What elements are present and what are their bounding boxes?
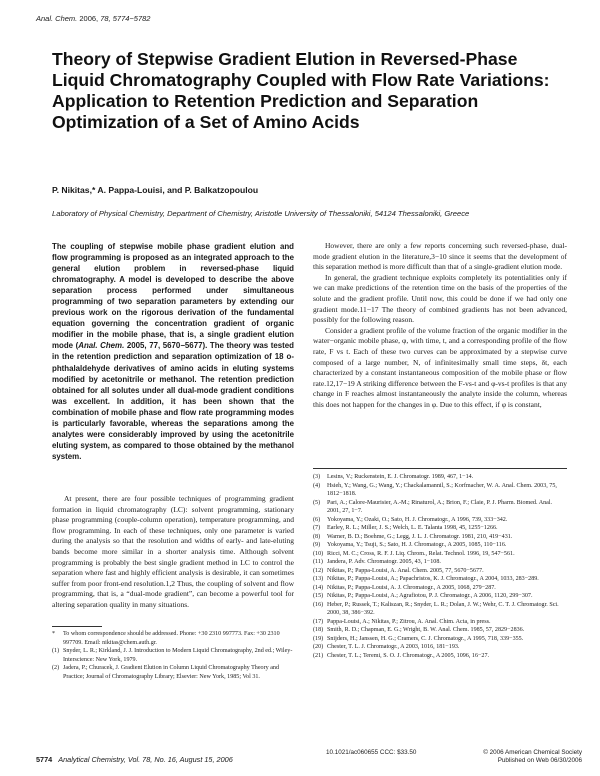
reference-number: (17): [313, 618, 324, 625]
footnote-divider: [52, 626, 102, 627]
footnote: [52, 630, 294, 647]
reference-text: Pari, A.; Calore-Maurisier, A.-M.; Rinaturol, A.; Brion, F.; Claie, P. J. Pharm. Biomed. Anal. 2001, 27, 1−7.: [327, 499, 553, 514]
reference-number: (15): [313, 593, 324, 599]
reference-number: (5): [313, 499, 321, 506]
reference-number: (4): [313, 482, 321, 489]
authors: P. Nikitas,* A. Pappa-Louisi, and P. Balkatzopoulou: [52, 185, 259, 195]
page-footer-left: [36, 755, 233, 764]
reference: [313, 516, 567, 525]
reference-text: Warner, B. D.; Boehme, G.; Legg, J. L. J. Chromatogr. 1981, 210, 419−431.: [327, 533, 513, 540]
reference-number: (11): [313, 559, 323, 565]
reference-text: Heber, P.; Russek, T.; Kaliszan, R.; Snyder, L. R.; Dolan, J. W.; Wehr, C. T. J. Chromatogr. Sci. 2000, 38, 386−392.: [327, 601, 559, 616]
reference-number: (6): [313, 516, 321, 523]
reference: [313, 635, 567, 644]
reference-number: (19): [313, 635, 324, 642]
reference-text: Ricci, M. C.; Cross, R. F. J. Liq. Chrom., Relat. Technol. 1996, 19, 547−561.: [327, 550, 515, 557]
reference: [313, 482, 567, 499]
right-paragraph-1: However, there are only a few reports concerning such reversed-phase, dual-mode gradient elution in the literature,3−10 since it seems that the development of this separation method is more difficult than that of a single-gradient elution mode.: [313, 241, 567, 272]
reference: [313, 473, 567, 482]
reference-number: (10): [313, 550, 324, 557]
footnote: [52, 647, 294, 664]
reference-number: (20): [313, 644, 324, 650]
reference: [313, 618, 567, 627]
reference: [313, 524, 567, 533]
abstract-cite-journal: Anal. Chem.: [78, 341, 125, 351]
right-paragraph-2: In general, the gradient technique exploits completely its potentialities only if we can make predictions of the retention time on the basis of the properties of the solute and the gradient profile. Until now, this could be done if we had only one gradient mode.11−17 The theory of combined gradients has not been advanced, possibly for the following reason.: [313, 272, 567, 325]
reference-text: Hsieh, Y.; Wang, G.; Wang, Y.; Chackalamannil, S.; Korfmacher, W. A. Anal. Chem. 2003, 75, 1812−1818.: [327, 482, 557, 497]
reference-text: Jandera, P. Adv. Chromatogr. 2005, 43, 1−108.: [327, 559, 441, 565]
footnote-number: (1): [52, 648, 60, 655]
reference-text: Snijders, H.; Janssen, H. G.; Cramers, C. J. Chromatogr., A 1995, 718, 339−355.: [327, 635, 524, 642]
reference-text: Earley, R. L.; Miller, J. S.; Welch, L. E. Talanta 1998, 45, 1255−1266.: [327, 525, 498, 531]
reference-number: (7): [313, 525, 321, 531]
footnote-text: Snyder, L. R.; Kirkland, J. J. Introduction to Modern Liquid Chromatography, 2nd ed.; Wiley-Interscience: New York, 1979.: [63, 648, 293, 663]
reference: [313, 592, 567, 601]
reference-number: (16): [313, 601, 324, 608]
reference: [313, 584, 567, 593]
footnote-number: *: [52, 631, 56, 637]
reference: [313, 499, 567, 516]
reference-text: Nikitas, P.; Pappa-Louisi, A.; Agrafiotou, P. J. Chromatogr., A 2006, 1120, 299−307.: [327, 593, 533, 599]
footer-journal: Analytical Chemistry, Vol. 78, No. 16, August 15, 2006: [58, 755, 233, 764]
reference-text: Yokoyama, Y.; Tsuji, S.; Sato, H. J. Chromatogr., A 2005, 1085, 110−116.: [327, 542, 507, 548]
intro-paragraph: At present, there are four possible techniques of programming gradient formation in liquid chromatography (LC): solvent programming, stationary phase programming (couple-column operation), temperature programming, and flow programming. In each of these techniques, only one parameter is varied during the analysis so that the resolution and widths of early- and late-eluting bands become more similar in a shorter analysis time. Although solvent programming is probably the best single gradient method in LC to control the separation where fast and highly efficient analysis is desirable, it can sometimes suffer from poor front-end resolution.1,2 Thus, the coupling of solvent and flow programming, that is, a “dual-mode gradient”, can become a powerful tool for altering separation quality in many situations.: [52, 494, 294, 609]
references-divider: [313, 468, 567, 469]
reference: [313, 652, 567, 661]
abstract: [52, 241, 294, 462]
reference: [313, 533, 567, 542]
footer-doi: 10.1021/ac060655 CCC: $33.50: [326, 749, 417, 756]
reference: [313, 550, 567, 559]
journal-reference: [36, 14, 150, 23]
footer-copyright: © 2006 American Chemical Society: [483, 749, 582, 756]
reference-text: Smith, R. D.; Chapman, E. G.; Wright, B. W. Anal. Chem. 1985, 57, 2829−2836.: [327, 627, 525, 633]
reference-text: Pappa-Louisi, A.; Nikitas, P.; Zitrou, A. Anal. Chim. Acta, in press.: [327, 618, 491, 625]
reference: [313, 575, 567, 584]
footer-published: Published on Web 06/30/2006: [497, 757, 582, 764]
abstract-text-2: ). The theory was tested in the retention prediction and separation optimization of 18 o-phthalaldehyde derivatives of amino acids in eluting systems modified by acetonitrile or methanol. The retention prediction obtained for all solutes under all dual-mode gradient conditions was excellent. In addition, it has been shown that the combination of mobile phase and flow rate programming modes is particularly favorable, whereas the separations among the analytes were considerably improved by using the acetonitrile eluting system, as compared to those obtained by the methanol system.: [52, 341, 294, 461]
references-right: [313, 473, 567, 660]
reference: [313, 601, 567, 618]
reference-text: Nikitas, P.; Pappa-Louisi, A. J. Chromatogr., A 2005, 1068, 279−287.: [327, 584, 496, 591]
reference-text: Lesins, V.; Ruckenstein, E. J. Chromatogr. 1989, 467, 1−14.: [327, 474, 474, 480]
reference-number: (3): [313, 474, 321, 480]
introduction-left-column: [52, 494, 294, 611]
reference-text: Chester, T. L. J. Chromatogr., A 2003, 1016, 181−193.: [327, 644, 460, 650]
reference: [313, 626, 567, 635]
reference-text: Nikitas, P.; Pappa-Louisi, A. Anal. Chem. 2005, 77, 5670−5677.: [327, 567, 484, 574]
footnote: [52, 664, 294, 681]
footnote-text: To whom correspondence should be addressed. Phone: +30 2310 997773. Fax: +30 2310 997709. Email: nikitas@chem.auth.gr.: [63, 631, 280, 646]
right-column-text: [313, 241, 567, 411]
reference: [313, 558, 567, 567]
footnote-text: Jadera, P.; Churacek, J. Gradient Elution in Column Liquid Chromatography Theory and Practice; Journal of Chromatography Library; Elsevier: New York, 1985; Vol 31.: [63, 665, 280, 680]
reference-number: (9): [313, 542, 321, 548]
journal-ref-name: Anal. Chem.: [36, 14, 78, 23]
journal-ref-year: 2006,: [77, 14, 101, 23]
reference-text: Yokoyama, Y.; Ozaki, O.; Sato, H. J. Chromatogr., A 1996, 739, 333−342.: [327, 516, 508, 523]
reference-number: (13): [313, 576, 324, 582]
affiliation: Laboratory of Physical Chemistry, Department of Chemistry, Aristotle University of Thessaloniki, 54124 Thessaloniki, Greece: [52, 209, 470, 218]
footnote-number: (2): [52, 665, 60, 672]
reference: [313, 541, 567, 550]
reference: [313, 567, 567, 576]
reference: [313, 643, 567, 652]
article-title: Theory of Stepwise Gradient Elution in Reversed-Phase Liquid Chromatography Coupled with Flow Rate Variations: Application to Retention Prediction and Separation Optimization of a Set of Amino Acids: [52, 49, 550, 132]
reference-text: Nikitas, P.; Pappa-Louisi, A.; Papachristos, K. J. Chromatogr., A 2004, 1033, 283−289.: [327, 576, 539, 582]
page-footer-right: [326, 749, 582, 765]
journal-ref-pages: 78, 5774−5782: [100, 14, 151, 23]
reference-number: (8): [313, 533, 321, 540]
page-number: 5774: [36, 755, 53, 764]
footnotes-left: [52, 630, 294, 682]
abstract-text-1: The coupling of stepwise mobile phase gradient elution and flow programming is proposed as an integrated approach to the general elution problem in reversed-phase liquid chromatography. A model is developed to describe the above separation process performed under simultaneous programming of two separation parameters by extending our previous work on the rigorous derivation of the fundamental equation governing the concentration gradient of organic modifier in the mobile phase, that is, a single gradient elution mode (: [52, 242, 294, 351]
abstract-cite-rest: 2005, 77, 5670−5677: [124, 341, 203, 351]
reference-number: (21): [313, 652, 324, 659]
right-paragraph-3: Consider a gradient profile of the volume fraction of the organic modifier in the water−organic mobile phase, φ, with time, t, and a corresponding profile of the flow rate, F vs t. Each of these two curves can be approximated by a stepwise curve composed of a large number, N, of infinitesimally small time steps, δt, each characterized by a constant instantaneous composition of the mobile phase or flow rate.12,17−19 A striking difference between the F-vs-t and φ-vs-t profiles is that any change in F reaches almost instantaneously the analyte inside the column, whereas this does not happen for the changes in φ. Due to this effect, if φ is constant,: [313, 325, 567, 409]
reference-number: (18): [313, 627, 324, 633]
reference-number: (12): [313, 567, 324, 574]
reference-number: (14): [313, 584, 324, 591]
reference-text: Chester, T. L.; Teremi, S. O. J. Chromatogr., A 2005, 1096, 16−27.: [327, 652, 490, 659]
